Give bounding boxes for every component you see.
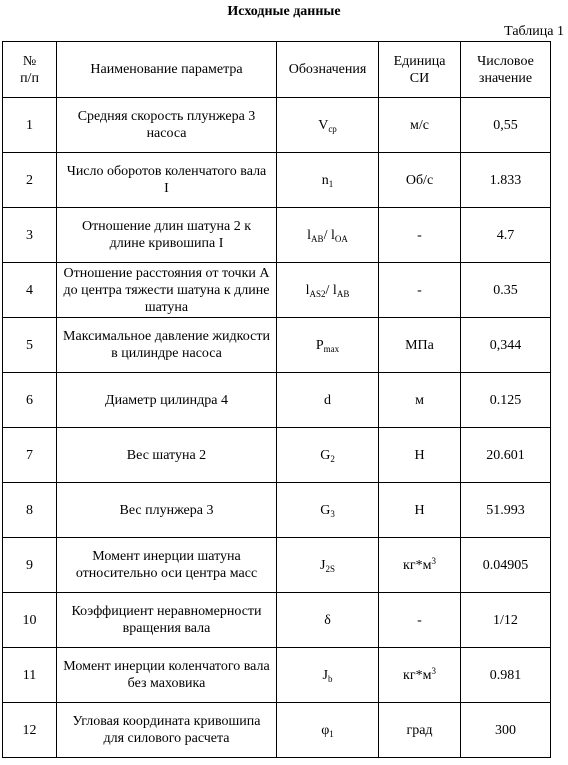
- symbol-subscript: AS2: [309, 288, 326, 299]
- column-header-value: Числовое значение: [461, 42, 551, 98]
- unit-text: м/с: [410, 117, 429, 133]
- unit-cell: [379, 593, 461, 648]
- symbol-base: J: [320, 557, 326, 573]
- row-number-cell: 11: [3, 648, 57, 703]
- parameters-table: [2, 41, 551, 758]
- unit-cell: [379, 98, 461, 153]
- unit-text: м: [415, 392, 424, 408]
- symbol-subscript: max: [323, 343, 340, 354]
- table-row: [3, 593, 551, 648]
- row-number-cell: 1: [3, 98, 57, 153]
- table-row: [3, 538, 551, 593]
- symbol-subscript: 2: [330, 453, 335, 464]
- value-cell: 0.981: [461, 648, 551, 703]
- value-cell: 300: [461, 703, 551, 758]
- symbol-subscript-2: AB: [336, 288, 350, 299]
- unit-cell: [379, 263, 461, 318]
- document-heading: Исходные данные: [227, 4, 341, 19]
- symbol-base: n: [321, 172, 329, 188]
- unit-cell: [379, 483, 461, 538]
- table-header-row: [3, 42, 551, 98]
- table-row: [3, 483, 551, 538]
- unit-text: Н: [414, 502, 425, 518]
- unit-text: кг*м: [403, 667, 432, 683]
- symbol-subscript: 1: [328, 178, 334, 189]
- value-cell: 0.125: [461, 373, 551, 428]
- column-header-name: Наименование параметра: [57, 42, 277, 98]
- unit-text: МПа: [405, 337, 434, 353]
- unit-cell: [379, 538, 461, 593]
- parameter-name-cell: Вес шатуна 2: [57, 428, 277, 483]
- unit-text: -: [417, 227, 422, 243]
- symbol-base: δ: [324, 612, 331, 628]
- symbol-cell: [277, 648, 379, 703]
- symbol-base: d: [324, 392, 331, 408]
- parameter-name-cell: Диаметр цилиндра 4: [57, 373, 277, 428]
- table-row: [3, 208, 551, 263]
- unit-superscript: 3: [431, 555, 436, 566]
- row-number-cell: 12: [3, 703, 57, 758]
- table-row: [3, 318, 551, 373]
- table-row: [3, 263, 551, 318]
- unit-text: -: [417, 612, 422, 628]
- value-cell: 1/12: [461, 593, 551, 648]
- symbol-base: V: [318, 117, 329, 133]
- symbol-subscript: 1: [329, 728, 334, 739]
- symbol-cell: [277, 483, 379, 538]
- row-number-cell: 2: [3, 153, 57, 208]
- parameter-name-cell: Момент инерции коленчатого вала без маховика: [57, 648, 277, 703]
- symbol-cell: [277, 538, 379, 593]
- parameter-name-cell: Угловая координата кривошипа для силового расчета: [57, 703, 277, 758]
- symbol-cell: [277, 593, 379, 648]
- parameter-name-cell: Коэффициент неравномерности вращения вала: [57, 593, 277, 648]
- value-cell: 0.04905: [461, 538, 551, 593]
- column-header-unit: Единица СИ: [379, 42, 461, 98]
- unit-cell: [379, 648, 461, 703]
- symbol-base: l: [307, 227, 312, 243]
- symbol-cell: [277, 98, 379, 153]
- value-cell: 4.7: [461, 208, 551, 263]
- table-row: [3, 153, 551, 208]
- table-row: [3, 648, 551, 703]
- parameter-name-cell: Число оборотов коленчатого вала I: [57, 153, 277, 208]
- parameter-name-cell: Отношение расстояния от точки А до центра тяжести шатуна к длине шатуна: [57, 263, 277, 318]
- symbol-cell: [277, 263, 379, 318]
- row-number-cell: 9: [3, 538, 57, 593]
- unit-superscript: 3: [431, 665, 436, 676]
- symbol-cell: [277, 703, 379, 758]
- value-cell: 51.993: [461, 483, 551, 538]
- symbol-base: l: [305, 282, 310, 298]
- unit-cell: [379, 153, 461, 208]
- table-row: [3, 703, 551, 758]
- table-number-label: Таблица 1: [504, 24, 564, 39]
- value-cell: 1.833: [461, 153, 551, 208]
- symbol-base-2: / l: [323, 227, 335, 243]
- unit-text: кг*м: [403, 557, 432, 573]
- symbol-base-2: / l: [325, 282, 337, 298]
- unit-cell: [379, 428, 461, 483]
- row-number-cell: 5: [3, 318, 57, 373]
- parameter-name-cell: Средняя скорость плунжера 3 насоса: [57, 98, 277, 153]
- symbol-subscript: AB: [311, 233, 324, 244]
- row-number-cell: 4: [3, 263, 57, 318]
- unit-cell: [379, 208, 461, 263]
- symbol-cell: [277, 318, 379, 373]
- symbol-cell: [277, 153, 379, 208]
- table-row: [3, 428, 551, 483]
- symbol-subscript-2: OA: [334, 233, 348, 244]
- row-number-cell: 7: [3, 428, 57, 483]
- unit-cell: [379, 318, 461, 373]
- symbol-subscript: b: [327, 673, 333, 684]
- parameter-name-cell: Вес плунжера 3: [57, 483, 277, 538]
- symbol-cell: [277, 428, 379, 483]
- parameter-name-cell: Отношение длин шатуна 2 к длине кривошипа I: [57, 208, 277, 263]
- symbol-base: J: [322, 667, 328, 683]
- symbol-base: G: [320, 447, 331, 463]
- unit-text: Об/с: [405, 172, 434, 188]
- value-cell: 20.601: [461, 428, 551, 483]
- table-row: [3, 98, 551, 153]
- column-header-num: № п/п: [3, 42, 57, 98]
- column-header-symbol: Обозначения: [277, 42, 379, 98]
- symbol-cell: [277, 208, 379, 263]
- value-cell: 0,344: [461, 318, 551, 373]
- unit-cell: [379, 703, 461, 758]
- unit-text: Н: [414, 447, 425, 463]
- symbol-subscript: ср: [328, 123, 337, 134]
- symbol-cell: [277, 373, 379, 428]
- symbol-base: φ: [321, 722, 330, 738]
- symbol-subscript: 2S: [325, 563, 335, 574]
- row-number-cell: 3: [3, 208, 57, 263]
- row-number-cell: 6: [3, 373, 57, 428]
- symbol-base: G: [320, 502, 331, 518]
- unit-text: -: [417, 282, 422, 298]
- symbol-subscript: 3: [330, 508, 335, 519]
- row-number-cell: 8: [3, 483, 57, 538]
- table-row: [3, 373, 551, 428]
- parameter-name-cell: Максимальное давление жидкости в цилиндре насоса: [57, 318, 277, 373]
- value-cell: 0,55: [461, 98, 551, 153]
- unit-cell: [379, 373, 461, 428]
- value-cell: 0.35: [461, 263, 551, 318]
- parameter-name-cell: Момент инерции шатуна относительно оси центра масс: [57, 538, 277, 593]
- symbol-base: P: [315, 337, 324, 353]
- row-number-cell: 10: [3, 593, 57, 648]
- unit-text: град: [406, 722, 433, 738]
